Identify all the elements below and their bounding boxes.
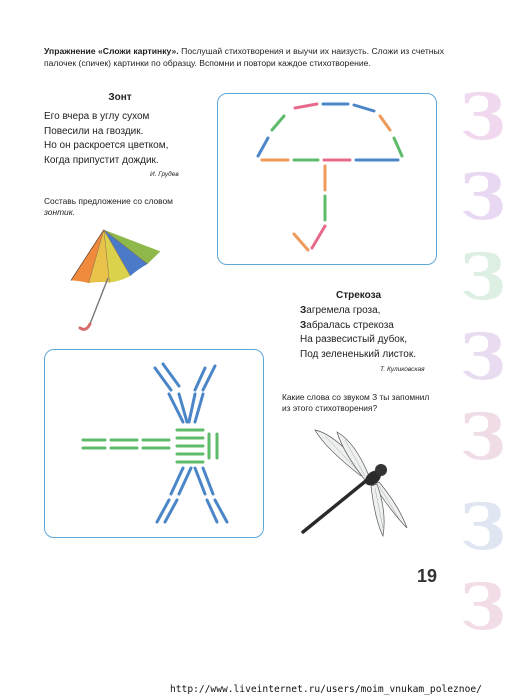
decor-letter: З [460, 570, 506, 645]
poem1-line: Повесили на гвоздик. [44, 125, 144, 137]
poem1-line: Но он раскроется цветком, [44, 140, 169, 151]
decor-letter: З [460, 80, 506, 155]
poem2-author: Т. Куликовская [380, 366, 425, 373]
poem2-text [300, 304, 460, 362]
poem2-title: Стрекоза [336, 290, 382, 301]
poem1-author: И. Грудев [150, 171, 179, 178]
exercise-title: Упражнение «Сложи картинку». [44, 46, 179, 56]
decor-letter: З [460, 160, 506, 235]
poem2-line: Забралась стрекоза [300, 319, 394, 331]
decor-letter: З [460, 400, 506, 475]
footer-url[interactable]: http://www.liveinternet.ru/users/moim_vnukam_poleznoe/ [170, 684, 482, 695]
dragonfly-illustration [295, 428, 425, 540]
decor-letter: З [460, 490, 506, 565]
exercise-intro [44, 46, 444, 69]
task1 [44, 196, 214, 218]
decor-letter: З [460, 240, 506, 315]
page-number: 19 [417, 566, 438, 586]
poem1-line: Его вчера в углу сухом [44, 111, 150, 122]
umbrella-stick-picture [218, 94, 436, 264]
decor-letter: З [460, 320, 506, 395]
poem2-line: Под зелененький листок. [300, 348, 416, 360]
dragonfly-stick-frame [44, 349, 264, 538]
poem1-line: Когда припустит дождик. [44, 154, 159, 166]
umbrella-illustration [60, 224, 170, 334]
task1-word: зонтик. [44, 207, 75, 217]
exercise-text: Послушай стихотворения и выучи их наизусть. Сложи из счетных палочек (спичек) картинки по образцу. Вспомни и повтори каждое стихотворение. [44, 46, 444, 68]
poem1-title: Зонт [108, 92, 132, 103]
dragonfly-stick-picture [45, 350, 263, 537]
task1-text: Составь предложение со словом [44, 196, 173, 206]
task2-text: Какие слова со звуком З ты запомнил из этого стихотворения? [282, 392, 430, 413]
poem1-text [44, 110, 214, 168]
umbrella-stick-frame [217, 93, 437, 265]
poem2-line: Загремела гроза, [300, 305, 381, 316]
poem2-line: На развесистый дубок, [300, 334, 408, 345]
